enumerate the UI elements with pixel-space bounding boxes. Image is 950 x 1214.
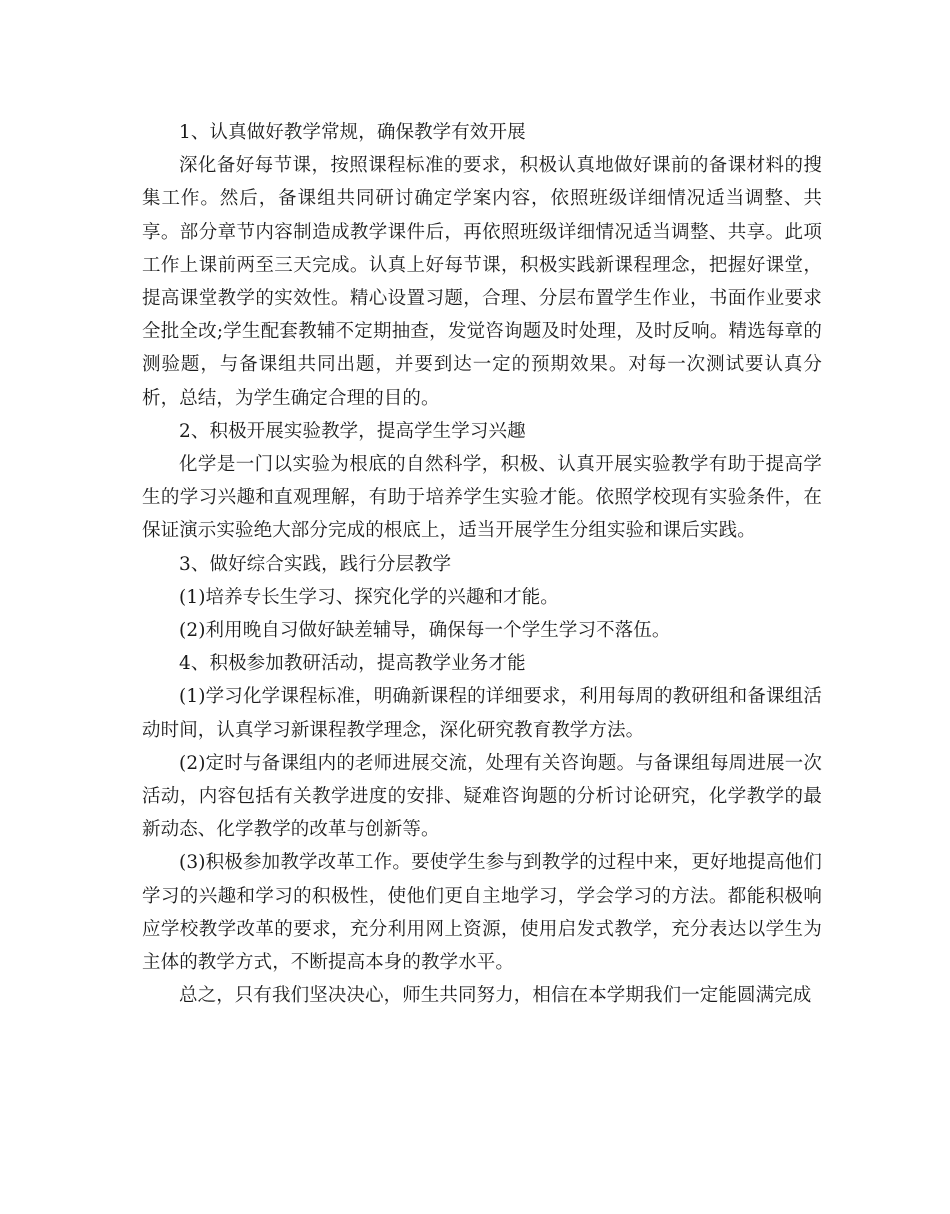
list-item-4-2: (2)定时与备课组内的老师进展交流，处理有关咨询题。与备课组每周进展一次活动，内容包括有关教学进度的安排、疑难咨询题的分析讨论研究，化学教学的最新动态、化学教学的改革与创新等。 bbox=[142, 752, 822, 841]
section-heading-4: 4、积极参加教研活动，提高教学业务才能 bbox=[179, 653, 526, 675]
section-heading-1: 1、认真做好教学常规，确保教学有效开展 bbox=[179, 122, 526, 143]
body-paragraph-2: 化学是一门以实验为根底的自然科学，积极、认真开展实验教学有助于提高学生的学习兴趣和直观理解，有助于培养学生实验才能。依照学校现有实验条件，在保证演示实验绝大部分完成的根底上，适当开展学生分组实验和课后实践。 bbox=[142, 454, 822, 542]
list-item-4-3: (3)积极参加教学改革工作。要使学生参与到教学的过程中来，更好地提高他们学习的兴趣和学习的积极性，使他们更自主地学习，学会学习的方法。都能积极响应学校教学改革的要求，充分利用网上资源，使用启发式教学，充分表达以学生为主体的教学方式，不断提高本身的教学水平。 bbox=[142, 852, 822, 974]
section-heading-3: 3、做好综合实践，践行分层教学 bbox=[179, 553, 452, 575]
list-item-3-2: (2)利用晚自习做好缺差辅导，确保每一个学生学习不落伍。 bbox=[179, 620, 671, 642]
closing-paragraph: 总之，只有我们坚决决心，师生共同努力，相信在本学期我们一定能圆满完成 bbox=[179, 985, 812, 1007]
document-body bbox=[142, 116, 822, 1012]
body-paragraph-1: 深化备好每节课，按照课程标准的要求，积极认真地做好课前的备课材料的搜集工作。然后，备课组共同研讨确定学案内容，依照班级详细情况适当调整、共享。部分章节内容制造成教学课件后，再依照班级详细情况适当调整、共享。此项工作上课前两至三天完成。认真上好每节课，积极实践新课程理念，把握好课堂，提高课堂教学的实效性。精心设置习题，合理、分层布置学生作业，书面作业要求全批全改;学生配套教辅不定期抽查，发觉咨询题及时处理，及时反响。精选每章的测验题，与备课组共同出题，并要到达一定的预期效果。对每一次测试要认真分析，总结，为学生确定合理的目的。 bbox=[142, 155, 822, 409]
list-item-3-1: (1)培养专长生学习、探究化学的兴趣和才能。 bbox=[179, 586, 559, 608]
list-item-4-1: (1)学习化学课程标准，明确新课程的详细要求，利用每周的教研组和备课组活动时间，认真学习新课程教学理念，深化研究教育教学方法。 bbox=[142, 686, 822, 741]
section-heading-2: 2、积极开展实验教学，提高学生学习兴趣 bbox=[179, 420, 526, 442]
